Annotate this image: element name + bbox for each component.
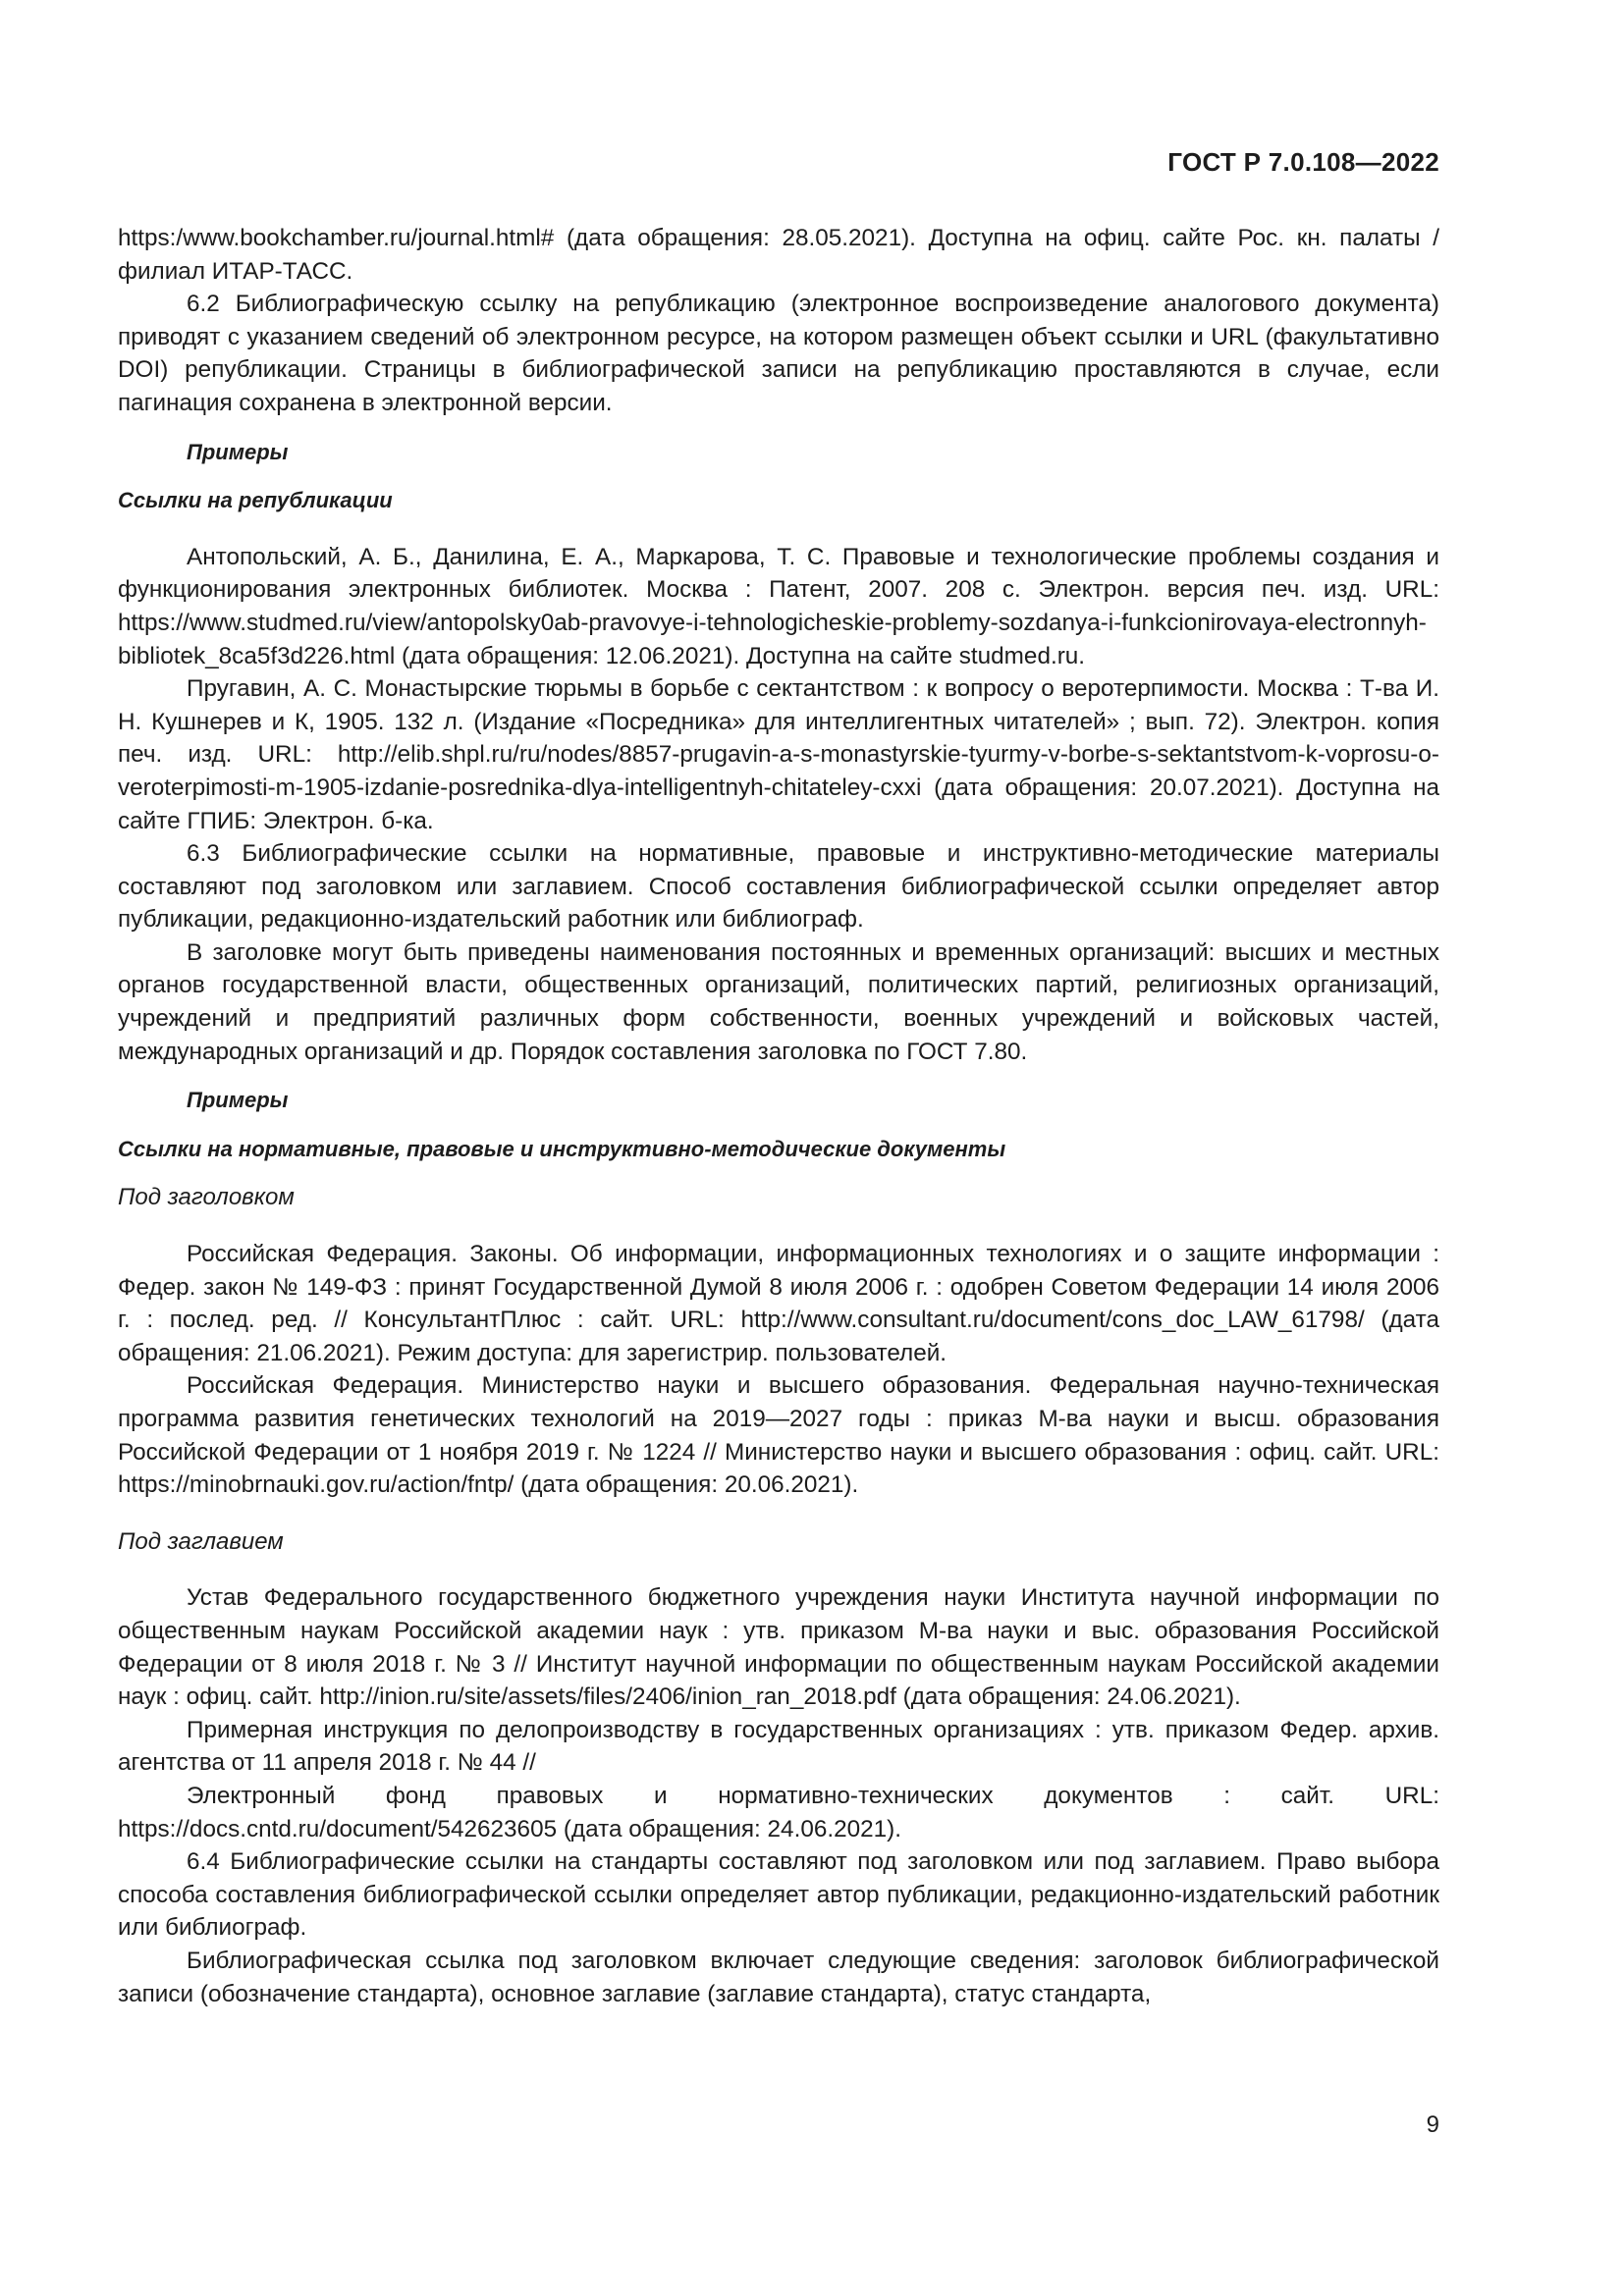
paragraph-6-4: 6.4 Библиографические ссылки на стандарты составляют под заголовком или под заглавием. Право выбора способа составления библиографической ссылки определяет автор публикации, редакционно-издательский работник или библиограф. bbox=[118, 1848, 1439, 1942]
examples-label: Примеры bbox=[187, 1088, 289, 1113]
example-ministry-order: Российская Федерация. Министерство науки и высшего образования. Федеральная научно-техническая программа развития генетических технологий на 2019—2027 годы : приказ М-ва науки и высш. образования Российской Федерации от 1 ноября 2019 г. № 1224 // Министерство науки и высшего образования : офиц. сайт. URL: https://minobrnauki.gov.ru/action/fntp/ (дата обращения: 20.06.2021). bbox=[118, 1372, 1439, 1499]
example-instruction: Примерная инструкция по делопроизводству в государственных организациях : утв. приказом Федер. архив. агентства от 11 апреля 2018 г. № 44 // bbox=[118, 1716, 1439, 1777]
subheading-under-heading: Под заголовком bbox=[118, 1184, 295, 1211]
example-ustav: Устав Федерального государственного бюджетного учреждения науки Института научной информации по общественным наукам Российской академии наук : утв. приказом М-ва науки и выс. образования Российской Федерации от 8 июля 2018 г. № 3 // Институт научной информации по общественным наукам Российской академии наук : офиц. сайт. http://inion.ru/site/assets/files/2406/inion_ran_2018.pdf (дата обращения: 24.06.2021). bbox=[118, 1584, 1439, 1711]
section-heading-republications: Ссылки на републикации bbox=[118, 488, 393, 513]
examples-label: Примеры bbox=[187, 439, 289, 464]
section-heading-normative: Ссылки на нормативные, правовые и инструктивно-методические документы bbox=[118, 1136, 1006, 1161]
standard-designation: ГОСТ Р 7.0.108—2022 bbox=[1167, 147, 1439, 177]
example-federal-law: Российская Федерация. Законы. Об информации, информационных технологиях и о защите информации : Федер. закон № 149-ФЗ : принят Государственной Думой 8 июля 2006 г. : одобрен Советом Федерации 14 июля 2006 г. : послед. ред. // КонсультантПлюс : сайт. URL: http://www.consultant.ru/document/cons_doc_LAW_61798/ (дата обращения: 21.06.2021). Режим доступа: для зарегистрир. пользователей. bbox=[118, 1241, 1439, 1366]
page-number: 9 bbox=[1426, 2111, 1439, 2138]
example-antopolsky: Антопольский, А. Б., Данилина, Е. А., Маркарова, Т. С. Правовые и технологические проблемы создания и функционирования электронных библиотек. Москва : Патент, 2007. 208 с. Электрон. версия печ. изд. URL: https://www.studmed.ru/view/antopolsky0ab-pravovye-i-tehnologicheskie-problemy-sozdanya-i-funkcionirovaya-electronnyh-bibliotek_8ca5f3d226.html (дата обращения: 12.06.2021). Доступна на сайте studmed.ru. bbox=[118, 543, 1439, 669]
paragraph-6-2: 6.2 Библиографическую ссылку на републикацию (электронное воспроизведение аналогового документа) приводят с указанием сведений об электронном ресурсе, на котором размещен объект ссылки и URL (факультативно DOI) републикации. Страницы в библиографической записи на републикацию проставляются в случае, если пагинация сохранена в электронной версии. bbox=[118, 291, 1439, 416]
example-prugavin: Пругавин, А. С. Монастырские тюрьмы в борьбе с сектантством : к вопросу о веротерпимости. Москва : Т-ва И. Н. Кушнерев и К, 1905. 132 л. (Издание «Посредника» для интеллигентных читателей» ; вып. 72). Электрон. копия печ. изд. URL: http://elib.shpl.ru/ru/nodes/8857-prugavin-a-s-monastyrskie-tyurmy-v-borbe-s-sektantstvom-k-voprosu-o-veroterpimosti-m-1905-izdanie-posrednika-dlya-intelligentnyh-chitateley-cxxi (дата обращения: 20.07.2021). Доступна на сайте ГПИБ: Электрон. б-ка. bbox=[118, 675, 1439, 834]
paragraph-heading-organizations: В заголовке могут быть приведены наименования постоянных и временных организаций: высших и местных органов государственной власти, общественных организаций, политических партий, религиозных организаций, учреждений и предприятий различных форм собственности, военных учреждений и войсковых частей, международных организаций и др. Порядок составления заголовка по ГОСТ 7.80. bbox=[118, 938, 1439, 1065]
example-electronic-fund: Электронный фонд правовых и нормативно-технических документов : сайт. URL: https://docs.cntd.ru/document/542623605 (дата обращения: 24.06.2021). bbox=[118, 1782, 1439, 1842]
subheading-under-title: Под заглавием bbox=[118, 1527, 284, 1555]
paragraph-6-3: 6.3 Библиографические ссылки на нормативные, правовые и инструктивно-методические материалы составляют под заголовком или заглавием. Способ составления библиографической ссылки определяет автор публикации, редакционно-издательский работник или библиограф. bbox=[118, 840, 1439, 934]
paragraph-heading-contents: Библиографическая ссылка под заголовком включает следующие сведения: заголовок библиографической записи (обозначение стандарта), основное заглавие (заглавие стандарта), статус стандарта, bbox=[118, 1947, 1439, 2007]
paragraph-continued: https:/www.bookchamber.ru/journal.html# (дата обращения: 28.05.2021). Доступна на офиц. сайте Рос. кн. палаты /филиал ИТАР-ТАСС. bbox=[118, 225, 1439, 285]
page-body bbox=[118, 222, 1439, 2010]
